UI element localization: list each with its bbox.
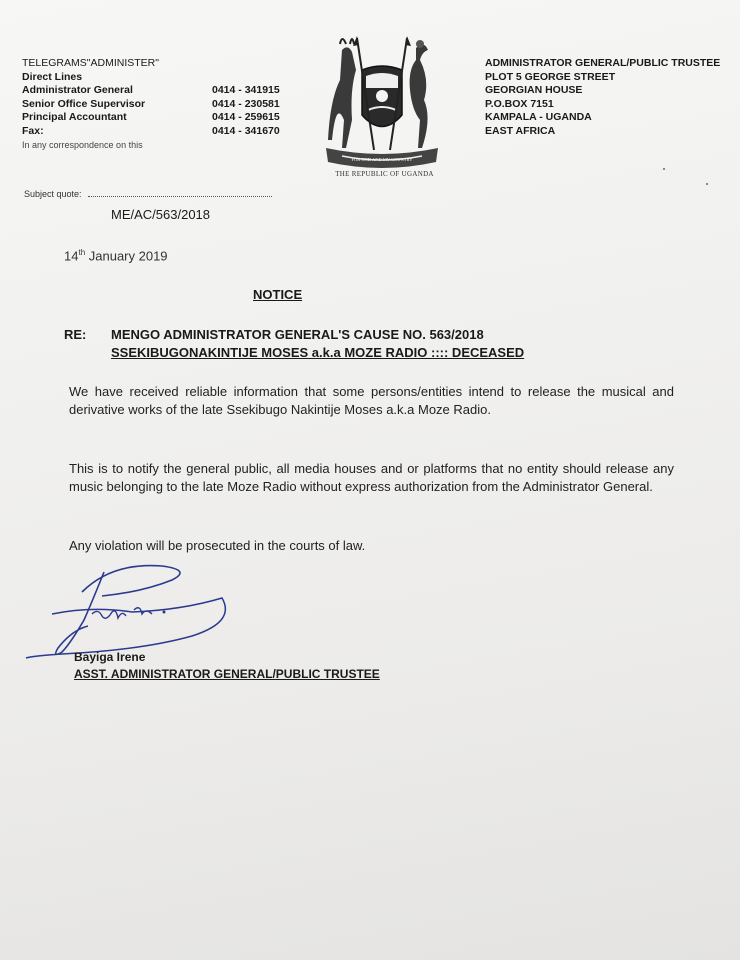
- contact-number: 0414 - 230581: [212, 97, 280, 110]
- contact-row: [22, 84, 280, 98]
- address-line: GEORGIAN HOUSE: [485, 84, 583, 97]
- date-rest: January 2019: [85, 248, 168, 264]
- address-line: KAMPALA - UGANDA: [485, 111, 592, 124]
- subject-dotted-line: [88, 196, 272, 197]
- contact-row: [22, 98, 280, 112]
- address-line: P.O.BOX 7151: [485, 97, 554, 110]
- telegrams-line: TELEGRAMS"ADMINISTER": [22, 57, 159, 69]
- reference-number: ME/AC/563/2018: [111, 207, 211, 222]
- re-label: RE:: [64, 327, 87, 342]
- contact-number: 0414 - 341670: [212, 124, 280, 137]
- crest-motto: FOR GOD AND MY COUNTRY: [351, 157, 413, 162]
- contact-label: Fax:: [22, 124, 44, 137]
- signatory-title: ASST. ADMINISTRATOR GENERAL/PUBLIC TRUSTEE: [74, 667, 380, 681]
- re-cause-line: MENGO ADMINISTRATOR GENERAL'S CAUSE NO. 563/2018: [111, 327, 484, 342]
- paper-speck: [706, 183, 708, 185]
- notice-title: NOTICE: [253, 287, 303, 302]
- crest-caption: THE REPUBLIC OF UGANDA: [335, 170, 434, 178]
- contact-label: Senior Office Supervisor: [22, 97, 146, 110]
- signatory-name: Bayiga Irene: [74, 650, 146, 664]
- subject-quote-label: Subject quote:: [24, 189, 82, 199]
- re-deceased-line: SSEKIBUGONAKINTIJE MOSES a.k.a MOZE RADIO :::: DECEASED: [111, 345, 525, 360]
- contact-number: 0414 - 341915: [212, 84, 280, 97]
- body-paragraph: This is to notify the general public, all media houses and or platforms that no entity should release any music belonging to the late Moze Radio without express authorization from the Administrator General.: [69, 461, 674, 494]
- date-suffix: th: [78, 248, 86, 257]
- letterhead-contacts: [22, 57, 280, 152]
- date-day: 14: [64, 248, 79, 264]
- body-paragraph: Any violation will be prosecuted in the courts of law.: [69, 538, 366, 553]
- address-line: EAST AFRICA: [485, 124, 556, 137]
- uganda-coat-of-arms-icon: [312, 30, 452, 180]
- letterhead-address: [485, 57, 720, 139]
- contact-label: Administrator General: [22, 84, 133, 97]
- contact-number: 0414 - 259615: [212, 111, 280, 124]
- contact-row: [22, 111, 280, 125]
- correspondence-note: In any correspondence on this: [22, 139, 143, 150]
- body-paragraph: We have received reliable information that some persons/entities intend to release the musical and derivative works of the late Ssekibugo Nakintije Moses a.k.a Moze Radio.: [69, 384, 674, 417]
- paper-speck: [663, 168, 665, 170]
- address-line: ADMINISTRATOR GENERAL/PUBLIC TRUSTEE: [485, 57, 721, 69]
- handwritten-signature: [22, 552, 242, 660]
- contact-label: Principal Accountant: [22, 111, 127, 124]
- contact-row: [22, 125, 280, 139]
- direct-lines-label: Direct Lines: [22, 70, 83, 83]
- letter-date: [64, 248, 168, 263]
- address-line: PLOT 5 GEORGE STREET: [485, 70, 616, 83]
